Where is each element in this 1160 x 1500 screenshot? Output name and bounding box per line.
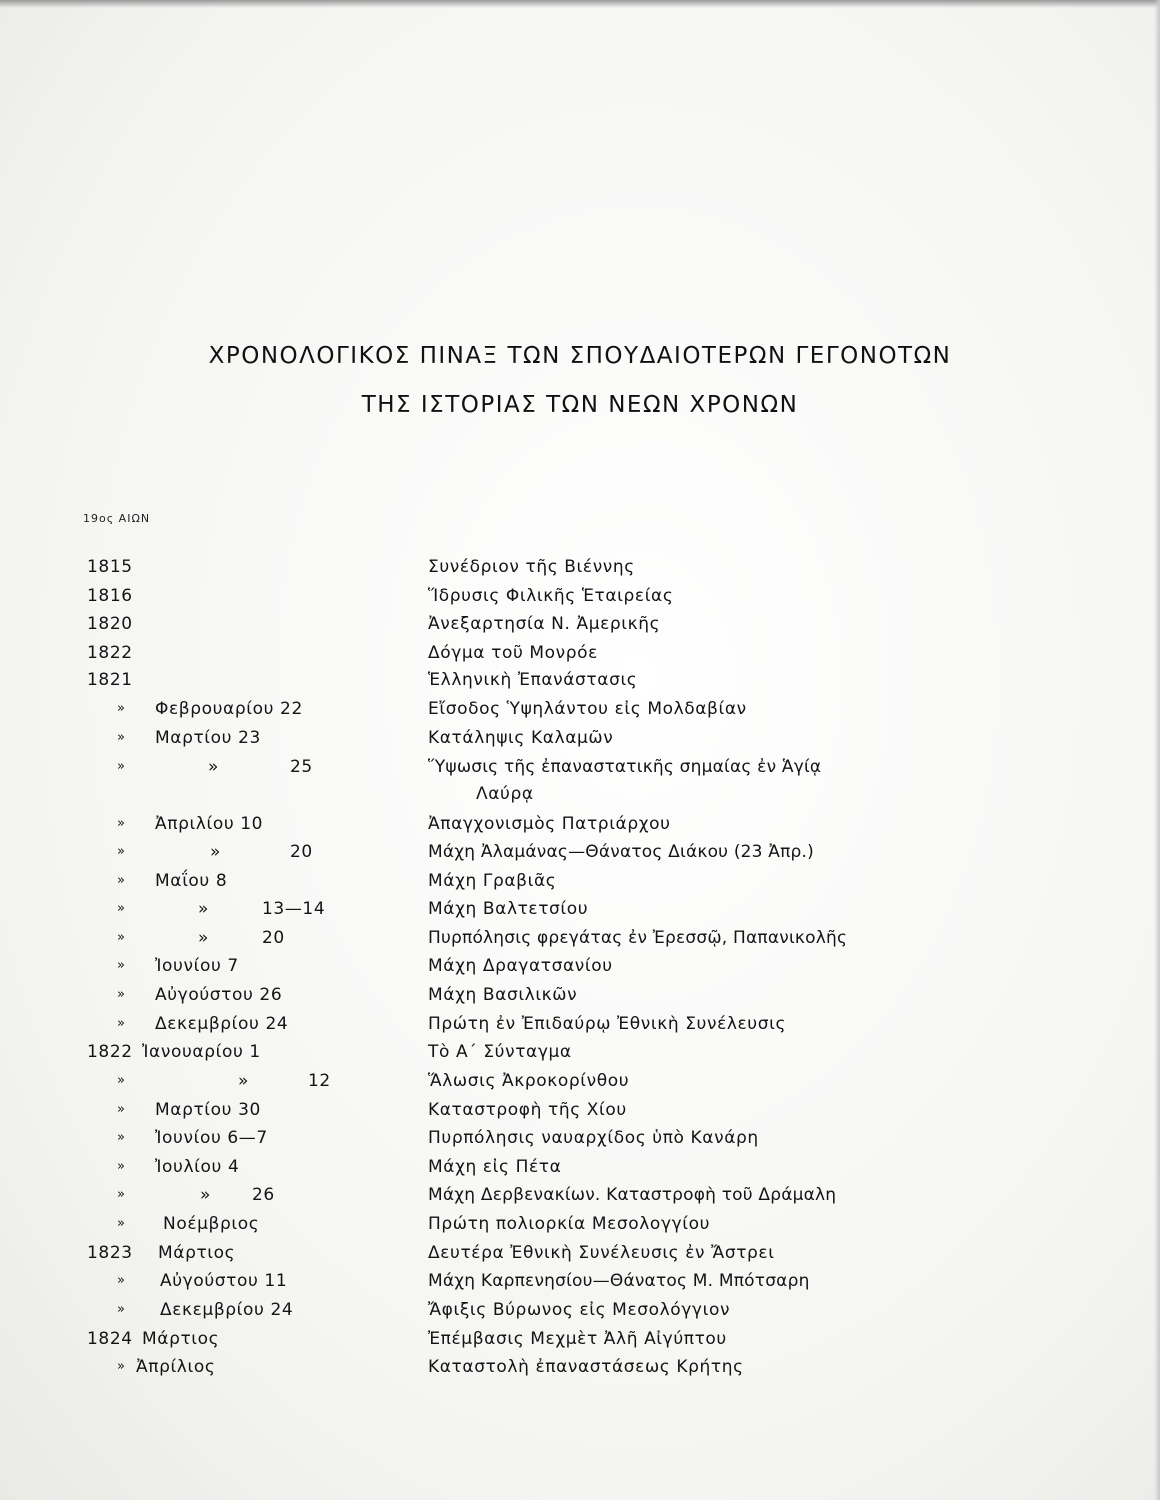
event-cell: Δόγμα τοῦ Μονρόε bbox=[428, 643, 598, 663]
ditto-mark: » bbox=[117, 816, 126, 831]
ditto-mark: » bbox=[117, 1273, 126, 1288]
event-cell: Κατάληψις Καλαμῶν bbox=[428, 728, 614, 748]
date-cell: Μάρτιος bbox=[158, 1243, 236, 1263]
table-row bbox=[0, 1354, 1160, 1382]
ditto-mark-month: » bbox=[238, 1071, 250, 1091]
ditto-mark: » bbox=[117, 987, 126, 1002]
date-cell: Ἰουνίου 7 bbox=[155, 956, 239, 976]
ditto-mark: » bbox=[117, 730, 126, 745]
event-cell: Μάχη Βαλτετσίου bbox=[428, 899, 589, 919]
event-cell: Ἅλωσις Ἀκροκορίνθου bbox=[428, 1071, 630, 1091]
ditto-mark: » bbox=[117, 844, 126, 859]
day-cell: 12 bbox=[308, 1071, 331, 1091]
ditto-mark: » bbox=[117, 1216, 126, 1231]
event-cell: Μάχη Ἀλαμάνας—Θάνατος Διάκου (23 Ἀπρ.) bbox=[428, 842, 814, 862]
table-row bbox=[0, 1068, 1160, 1096]
year-cell: 1815 bbox=[87, 557, 133, 577]
ditto-mark: » bbox=[117, 1359, 126, 1374]
event-cell: Πρώτη ἐν Ἐπιδαύρῳ Ἐθνικὴ Συνέλευσις bbox=[428, 1014, 787, 1034]
page-title-line-1: ΧΡΟΝΟΛΟΓΙΚΟΣ ΠΙΝΑΞ ΤΩΝ ΣΠΟΥΔΑΙΟΤΕΡΩΝ ΓΕΓΟΝΟΤΩΝ bbox=[208, 343, 952, 369]
table-row bbox=[0, 1011, 1160, 1039]
table-row bbox=[0, 1125, 1160, 1153]
ditto-mark: » bbox=[117, 930, 126, 945]
event-cell: Μάχη Δραγατσανίου bbox=[428, 956, 613, 976]
table-row bbox=[0, 839, 1160, 867]
table-row-continuation bbox=[0, 781, 1160, 809]
day-cell: 26 bbox=[252, 1185, 275, 1205]
event-cell: Δευτέρα Ἐθνικὴ Συνέλευσις ἐν Ἄστρει bbox=[428, 1243, 775, 1263]
date-cell: Ἀπριλίου 10 bbox=[155, 814, 264, 834]
date-cell: Ἰουνίου 6—7 bbox=[155, 1128, 268, 1148]
event-cell: Μάχη Γραβιᾶς bbox=[428, 871, 557, 891]
ditto-mark: » bbox=[117, 958, 126, 973]
table-row bbox=[0, 583, 1160, 611]
event-cell-continuation: Λαύρᾳ bbox=[476, 784, 534, 804]
year-cell: 1824 bbox=[87, 1329, 133, 1349]
table-row bbox=[0, 1240, 1160, 1268]
date-cell: Ἀπρίλιος bbox=[136, 1357, 216, 1377]
century-heading: 19ος ΑΙΩΝ bbox=[83, 512, 151, 525]
event-cell: Ἑλληνικὴ Ἐπανάστασις bbox=[428, 670, 638, 690]
table-row bbox=[0, 982, 1160, 1010]
date-cell: Αὐγούστου 11 bbox=[160, 1271, 288, 1291]
ditto-mark-month: » bbox=[198, 928, 210, 948]
ditto-mark-month: » bbox=[208, 757, 220, 777]
table-row bbox=[0, 868, 1160, 896]
date-cell: Μάρτιος bbox=[142, 1329, 220, 1349]
ditto-mark-month: » bbox=[210, 842, 222, 862]
ditto-mark-month: » bbox=[198, 899, 210, 919]
ditto-mark: » bbox=[117, 1073, 126, 1088]
date-cell: Μαρτίου 30 bbox=[155, 1100, 261, 1120]
table-row bbox=[0, 611, 1160, 639]
table-row bbox=[0, 925, 1160, 953]
event-cell: Μάχη Δερβενακίων. Καταστροφὴ τοῦ Δράμαλη bbox=[428, 1185, 837, 1205]
table-row bbox=[0, 1182, 1160, 1210]
event-cell: Συνέδριον τῆς Βιέννης bbox=[428, 557, 635, 577]
day-cell: 13—14 bbox=[262, 899, 326, 919]
table-row bbox=[0, 667, 1160, 695]
table-row bbox=[0, 1326, 1160, 1354]
event-cell: Ὕψωσις τῆς ἐπαναστατικῆς σημαίας ἐν Ἁγίᾳ bbox=[428, 757, 822, 777]
event-cell: Ἵδρυσις Φιλικῆς Ἑταιρείας bbox=[428, 586, 674, 606]
table-row bbox=[0, 754, 1160, 782]
day-cell: 20 bbox=[290, 842, 313, 862]
date-cell: Ἰανουαρίου 1 bbox=[142, 1042, 261, 1062]
ditto-mark: » bbox=[117, 759, 126, 774]
event-cell: Μάχη Καρπενησίου—Θάνατος Μ. Μπότσαρη bbox=[428, 1271, 810, 1291]
table-row bbox=[0, 1211, 1160, 1239]
year-cell: 1822 bbox=[87, 643, 133, 663]
event-cell: Ἄφιξις Βύρωνος εἰς Μεσολόγγιον bbox=[428, 1300, 731, 1320]
ditto-mark: » bbox=[117, 1102, 126, 1117]
event-cell: Τὸ Α΄ Σύνταγμα bbox=[428, 1042, 572, 1062]
year-cell: 1816 bbox=[87, 586, 133, 606]
table-row bbox=[0, 640, 1160, 668]
event-cell: Μάχη εἰς Πέτα bbox=[428, 1157, 562, 1177]
ditto-mark: » bbox=[117, 1016, 126, 1031]
date-cell: Δεκεμβρίου 24 bbox=[160, 1300, 294, 1320]
event-cell: Πυρπόλησις φρεγάτας ἐν Ἐρεσσῷ, Παπανικολῆς bbox=[428, 928, 848, 948]
event-cell: Μάχη Βασιλικῶν bbox=[428, 985, 578, 1005]
event-cell: Ἀνεξαρτησία Ν. Ἀμερικῆς bbox=[428, 614, 661, 634]
table-row bbox=[0, 725, 1160, 753]
event-cell: Πρώτη πολιορκία Μεσολογγίου bbox=[428, 1214, 711, 1234]
year-cell: 1821 bbox=[87, 670, 133, 690]
table-row bbox=[0, 896, 1160, 924]
event-cell: Καταστολὴ ἐπαναστάσεως Κρήτης bbox=[428, 1357, 744, 1377]
date-cell: Ἰουλίου 4 bbox=[155, 1157, 240, 1177]
event-cell: Ἐπέμβασις Μεχμὲτ Ἀλῆ Αἰγύπτου bbox=[428, 1329, 727, 1349]
date-cell: Νοέμβριος bbox=[163, 1214, 260, 1234]
page-title-line-2: ΤΗΣ ΙΣΤΟΡΙΑΣ ΤΩΝ ΝΕΩΝ ΧΡΟΝΩΝ bbox=[361, 392, 799, 418]
day-cell: 20 bbox=[262, 928, 285, 948]
date-cell: Μαρτίου 23 bbox=[155, 728, 261, 748]
ditto-mark: » bbox=[117, 1187, 126, 1202]
year-cell: 1822 bbox=[87, 1042, 133, 1062]
ditto-mark: » bbox=[117, 1130, 126, 1145]
table-row bbox=[0, 953, 1160, 981]
date-cell: Φεβρουαρίου 22 bbox=[155, 699, 303, 719]
event-cell: Καταστροφὴ τῆς Χίου bbox=[428, 1100, 627, 1120]
table-row bbox=[0, 1039, 1160, 1067]
date-cell: Δεκεμβρίου 24 bbox=[155, 1014, 289, 1034]
table-row bbox=[0, 1154, 1160, 1182]
event-cell: Εἴσοδος Ὑψηλάντου εἰς Μολδαβίαν bbox=[428, 699, 747, 719]
ditto-mark: » bbox=[117, 873, 126, 888]
day-cell: 25 bbox=[290, 757, 313, 777]
table-row bbox=[0, 554, 1160, 582]
date-cell: Αὐγούστου 26 bbox=[155, 985, 283, 1005]
ditto-mark: » bbox=[117, 1159, 126, 1174]
event-cell: Ἀπαγχονισμὸς Πατριάρχου bbox=[428, 814, 671, 834]
year-cell: 1820 bbox=[87, 614, 133, 634]
date-cell: Μαΐου 8 bbox=[155, 871, 228, 891]
ditto-mark: » bbox=[117, 901, 126, 916]
ditto-mark: » bbox=[117, 701, 126, 716]
table-row bbox=[0, 811, 1160, 839]
event-cell: Πυρπόλησις ναυαρχίδος ὑπὸ Κανάρη bbox=[428, 1128, 759, 1148]
table-row bbox=[0, 1268, 1160, 1296]
table-row bbox=[0, 696, 1160, 724]
year-cell: 1823 bbox=[87, 1243, 133, 1263]
table-row bbox=[0, 1297, 1160, 1325]
ditto-mark: » bbox=[117, 1302, 126, 1317]
table-row bbox=[0, 1097, 1160, 1125]
ditto-mark-month: » bbox=[200, 1185, 212, 1205]
